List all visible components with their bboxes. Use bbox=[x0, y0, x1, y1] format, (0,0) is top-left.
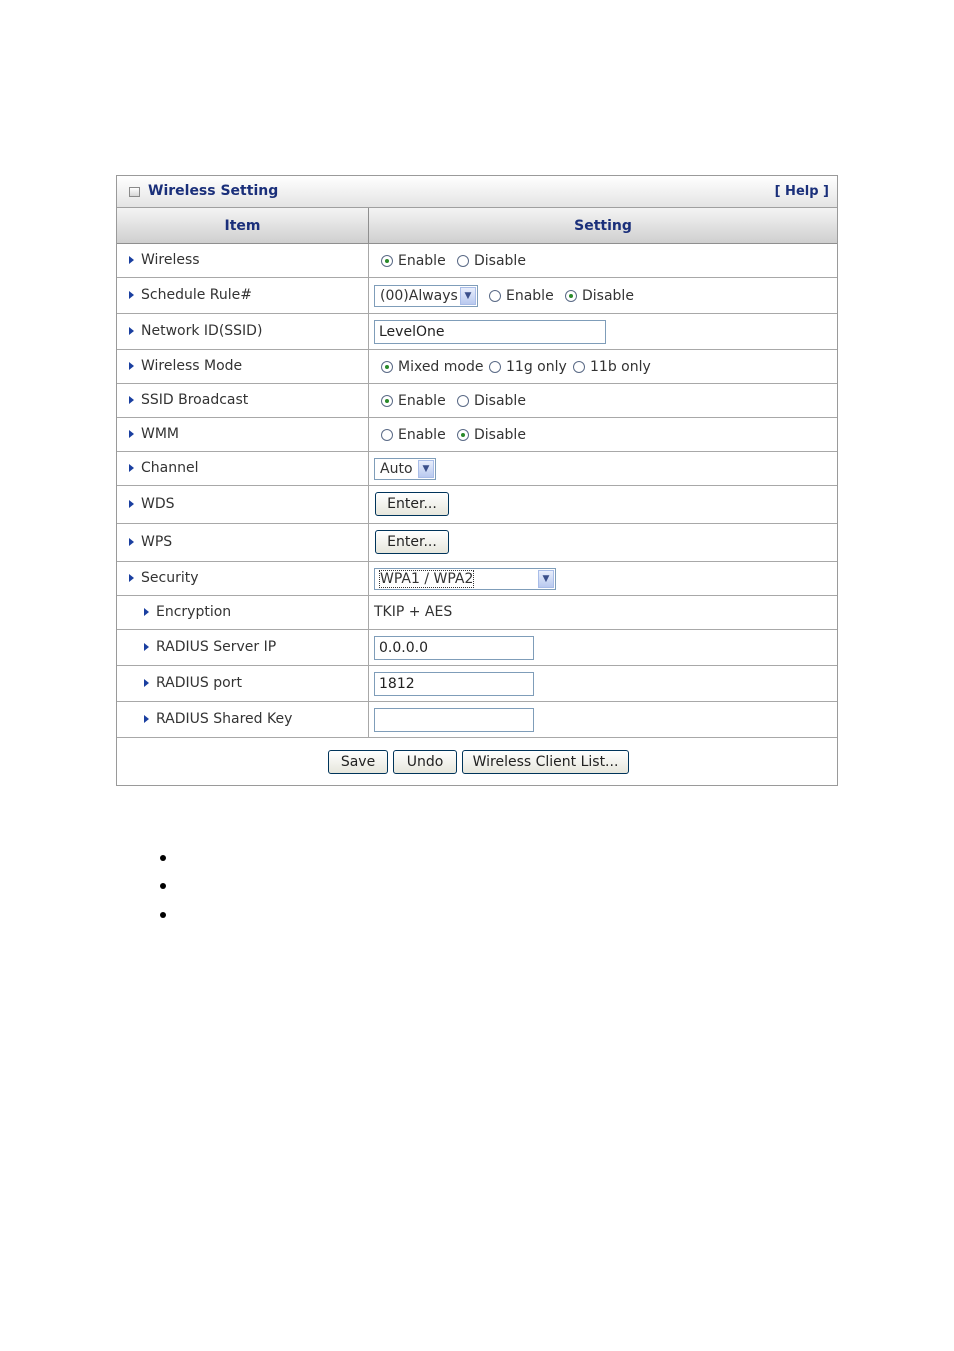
row-setting-cell bbox=[369, 350, 837, 383]
row-ssid bbox=[117, 314, 837, 350]
row-setting-cell bbox=[369, 666, 837, 701]
radio-label: 11g only bbox=[506, 358, 567, 375]
row-setting-cell bbox=[369, 702, 837, 737]
chevron-down-icon[interactable]: ▼ bbox=[538, 570, 554, 588]
radio-checked-icon bbox=[381, 395, 393, 407]
broadcast-enable-radio[interactable] bbox=[381, 393, 446, 409]
row-item-cell bbox=[117, 630, 369, 665]
row-item-cell bbox=[117, 350, 369, 383]
row-wireless-mode bbox=[117, 350, 837, 384]
row-setting-cell bbox=[369, 630, 837, 665]
arrow-right-icon bbox=[144, 715, 149, 723]
schedule-rule-select[interactable] bbox=[374, 285, 478, 307]
radio-label: Disable bbox=[474, 252, 526, 269]
row-radius-shared-key bbox=[117, 702, 837, 738]
row-label: Wireless Mode bbox=[141, 357, 243, 374]
row-item-cell bbox=[117, 486, 369, 523]
select-value: (00)Always bbox=[380, 287, 458, 304]
arrow-right-icon bbox=[129, 464, 134, 472]
radio-checked-icon bbox=[381, 255, 393, 267]
schedule-enable-radio[interactable] bbox=[489, 288, 554, 304]
radius-port-input[interactable] bbox=[374, 672, 534, 696]
encryption-value: TKIP + AES bbox=[374, 603, 453, 620]
select-value: Auto bbox=[380, 460, 413, 477]
row-wmm bbox=[117, 418, 837, 452]
arrow-right-icon bbox=[144, 679, 149, 687]
panel-titlebar bbox=[117, 176, 837, 208]
row-item-cell bbox=[117, 702, 369, 737]
select-value: WPA1 / WPA2 bbox=[380, 570, 474, 587]
row-item-cell bbox=[117, 596, 369, 629]
row-label: Wireless bbox=[141, 251, 200, 268]
radio-label: Enable bbox=[398, 392, 446, 409]
undo-button[interactable]: Undo bbox=[393, 750, 457, 774]
ssid-input[interactable] bbox=[374, 320, 606, 344]
row-setting-cell bbox=[369, 452, 837, 485]
row-item-cell bbox=[117, 524, 369, 561]
row-label: WDS bbox=[141, 495, 175, 512]
arrow-right-icon bbox=[129, 430, 134, 438]
wps-enter-button[interactable]: Enter... bbox=[375, 530, 449, 554]
radius-server-ip-input[interactable] bbox=[374, 636, 534, 660]
radio-label: 11b only bbox=[590, 358, 651, 375]
radio-label: Mixed mode bbox=[398, 358, 484, 375]
row-label: Network ID(SSID) bbox=[141, 322, 263, 339]
arrow-right-icon bbox=[129, 362, 134, 370]
row-label: WPS bbox=[141, 533, 173, 550]
action-bar bbox=[117, 738, 837, 785]
row-setting-cell bbox=[369, 244, 837, 277]
row-label: SSID Broadcast bbox=[141, 391, 249, 408]
security-select[interactable] bbox=[374, 568, 556, 590]
radio-label: Enable bbox=[506, 287, 554, 304]
row-item-cell bbox=[117, 666, 369, 701]
help-link[interactable]: [ Help ] bbox=[774, 184, 829, 199]
row-label: RADIUS Server IP bbox=[156, 638, 277, 655]
row-label: Security bbox=[141, 569, 199, 586]
radio-unchecked-icon bbox=[489, 361, 501, 373]
row-label: RADIUS port bbox=[156, 674, 242, 691]
radio-unchecked-icon bbox=[457, 255, 469, 267]
row-item-cell bbox=[117, 562, 369, 595]
wmm-disable-radio[interactable] bbox=[457, 427, 526, 443]
radio-unchecked-icon bbox=[457, 395, 469, 407]
row-item-cell bbox=[117, 418, 369, 451]
row-item-cell bbox=[117, 314, 369, 349]
row-setting-cell bbox=[369, 524, 837, 561]
row-wps bbox=[117, 524, 837, 562]
mode-mixed-radio[interactable] bbox=[381, 359, 483, 375]
schedule-disable-radio[interactable] bbox=[565, 288, 634, 304]
radius-shared-key-input[interactable] bbox=[374, 708, 534, 732]
wireless-enable-radio[interactable] bbox=[381, 253, 446, 269]
radio-checked-icon bbox=[381, 361, 393, 373]
broadcast-disable-radio[interactable] bbox=[457, 393, 526, 409]
row-item-cell bbox=[117, 278, 369, 313]
row-wds bbox=[117, 486, 837, 524]
chevron-down-icon[interactable]: ▼ bbox=[460, 287, 476, 305]
arrow-right-icon bbox=[129, 291, 134, 299]
wireless-disable-radio[interactable] bbox=[457, 253, 526, 269]
chevron-down-icon[interactable]: ▼ bbox=[418, 460, 434, 478]
arrow-right-icon bbox=[129, 327, 134, 335]
row-encryption bbox=[117, 596, 837, 630]
arrow-right-icon bbox=[129, 396, 134, 404]
row-item-cell bbox=[117, 384, 369, 417]
save-button[interactable]: Save bbox=[328, 750, 388, 774]
row-ssid-broadcast bbox=[117, 384, 837, 418]
row-setting-cell bbox=[369, 486, 837, 523]
radio-label: Disable bbox=[582, 287, 634, 304]
radio-label: Disable bbox=[474, 426, 526, 443]
radio-unchecked-icon bbox=[489, 290, 501, 302]
row-item-cell bbox=[117, 452, 369, 485]
bullet-dot bbox=[160, 883, 166, 889]
row-setting-cell bbox=[369, 314, 837, 349]
row-setting-cell bbox=[369, 596, 837, 629]
arrow-right-icon bbox=[129, 256, 134, 264]
wmm-enable-radio[interactable] bbox=[381, 427, 446, 443]
radio-label: Enable bbox=[398, 252, 446, 269]
arrow-right-icon bbox=[129, 500, 134, 508]
row-channel bbox=[117, 452, 837, 486]
mode-11b-radio[interactable] bbox=[573, 359, 651, 375]
bullet-dot bbox=[160, 912, 166, 918]
row-setting-cell bbox=[369, 562, 837, 595]
row-setting-cell bbox=[369, 278, 837, 313]
row-setting-cell bbox=[369, 384, 837, 417]
radio-unchecked-icon bbox=[381, 429, 393, 441]
arrow-right-icon bbox=[129, 574, 134, 582]
row-wireless bbox=[117, 244, 837, 278]
wireless-setting-panel bbox=[116, 175, 838, 786]
radio-checked-icon bbox=[457, 429, 469, 441]
row-item-cell bbox=[117, 244, 369, 277]
row-security bbox=[117, 562, 837, 596]
bullet-dot bbox=[160, 855, 166, 861]
arrow-right-icon bbox=[144, 608, 149, 616]
channel-select[interactable] bbox=[374, 458, 436, 480]
row-radius-port bbox=[117, 666, 837, 702]
row-label: Encryption bbox=[156, 603, 232, 620]
radio-unchecked-icon bbox=[573, 361, 585, 373]
arrow-right-icon bbox=[129, 538, 134, 546]
row-label: Channel bbox=[141, 459, 199, 476]
radio-checked-icon bbox=[565, 290, 577, 302]
row-label: RADIUS Shared Key bbox=[156, 710, 293, 727]
column-header-setting: Setting bbox=[369, 208, 837, 244]
row-label: Schedule Rule# bbox=[141, 286, 252, 303]
row-label: WMM bbox=[141, 425, 180, 442]
arrow-right-icon bbox=[144, 643, 149, 651]
row-schedule-rule bbox=[117, 278, 837, 314]
window-icon bbox=[129, 187, 140, 197]
wds-enter-button[interactable]: Enter... bbox=[375, 492, 449, 516]
radio-label: Disable bbox=[474, 392, 526, 409]
mode-11g-radio[interactable] bbox=[489, 359, 567, 375]
column-header-item: Item bbox=[117, 208, 369, 244]
radio-label: Enable bbox=[398, 426, 446, 443]
wireless-client-list-button[interactable]: Wireless Client List... bbox=[462, 750, 629, 774]
row-radius-server-ip bbox=[117, 630, 837, 666]
panel-title: Wireless Setting bbox=[148, 183, 279, 199]
row-setting-cell bbox=[369, 418, 837, 451]
